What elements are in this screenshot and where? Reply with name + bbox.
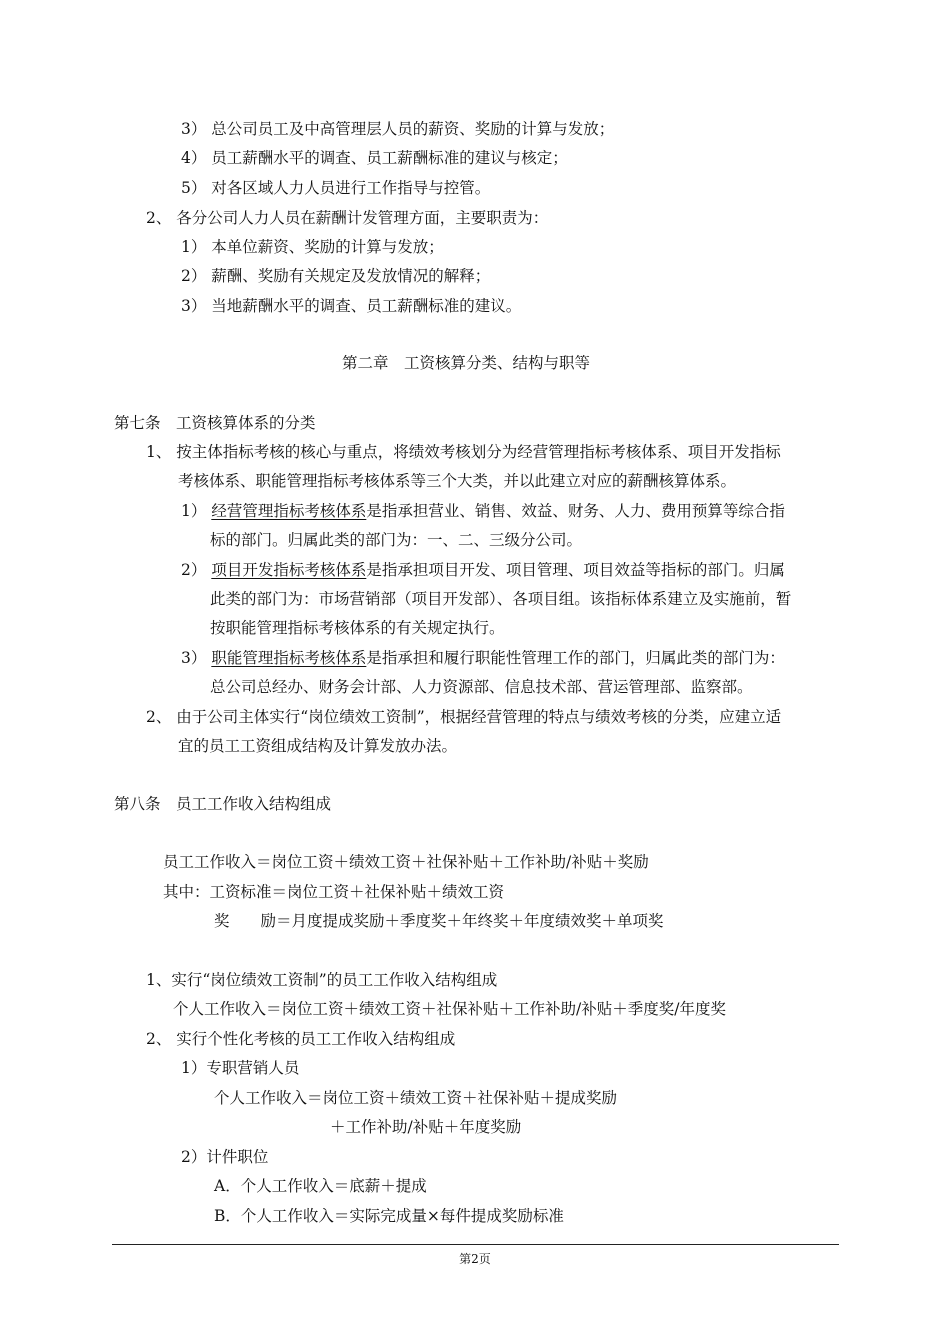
article-7-sub-2 bbox=[181, 560, 785, 580]
sub-number: 2） bbox=[181, 561, 207, 579]
article-7-sub-2-line3: 按职能管理指标考核体系的有关规定执行。 bbox=[210, 619, 505, 637]
item-2-sub-3: 3） 当地薪酬水平的调查、员工薪酬标准的建议。 bbox=[181, 297, 522, 315]
article-8-option-a: A．个人工作收入＝底薪＋提成 bbox=[214, 1177, 427, 1195]
item-2-sub-1: 1） 本单位薪资、奖励的计算与发放； bbox=[181, 238, 444, 256]
article-8-sub-2: 2）计件职位 bbox=[181, 1148, 269, 1166]
bonus-formula bbox=[214, 911, 664, 931]
article-8-sub-1-formula-2: ＋工作补助/补贴＋年度奖励 bbox=[330, 1118, 522, 1136]
article-8-sub-1: 1）专职营销人员 bbox=[181, 1059, 300, 1077]
term-project-system: 项目开发指标考核体系 bbox=[211, 561, 367, 579]
chapter-title: 第二章 工资核算分类、结构与职等 bbox=[342, 354, 591, 372]
head-item-5: 5） 对各区域人力人员进行工作指导与控管。 bbox=[181, 179, 491, 197]
page-number: 第2页 bbox=[459, 1252, 491, 1266]
article-7-sub-3 bbox=[181, 648, 785, 668]
sub-text: 是指承担和履行职能性管理工作的部门，归属此类的部门为： bbox=[366, 649, 785, 667]
bonus-formula-text: ＝月度提成奖励＋季度奖＋年终奖＋年度绩效奖＋单项奖 bbox=[276, 912, 664, 930]
head-item-4: 4） 员工薪酬水平的调查、员工薪酬标准的建议与核定； bbox=[181, 149, 568, 167]
article-7-p2-line1: 2、 由于公司主体实行“岗位绩效工资制”，根据经营管理的特点与绩效考核的分类，应建立适 bbox=[146, 708, 782, 726]
sub-text: 是指承担项目开发、项目管理、项目效益等指标的部门。归属 bbox=[366, 561, 785, 579]
article-7-p1-line2: 考核体系、职能管理指标考核体系等三个大类，并以此建立对应的薪酬核算体系。 bbox=[178, 472, 737, 490]
article-8-title: 第八条 员工工作收入结构组成 bbox=[114, 795, 332, 813]
article-7-sub-3-line2: 总公司总经办、财务会计部、人力资源部、信息技术部、营运管理部、监察部。 bbox=[210, 678, 753, 696]
head-item-3: 3） 总公司员工及中高管理层人员的薪资、奖励的计算与发放； bbox=[181, 120, 615, 138]
article-7-title: 第七条 工资核算体系的分类 bbox=[114, 414, 316, 432]
article-8-item-2: 2、 实行个性化考核的员工工作收入结构组成 bbox=[146, 1030, 456, 1048]
salary-standard-formula: 其中：工资标准＝岗位工资＋社保补贴＋绩效工资 bbox=[163, 883, 505, 901]
item-2-sub-2: 2） 薪酬、奖励有关规定及发放情况的解释； bbox=[181, 267, 491, 285]
article-7-sub-1-line2: 标的部门。归属此类的部门为：一、二、三级分公司。 bbox=[210, 531, 583, 549]
sub-number: 1） bbox=[181, 502, 207, 520]
article-8-item-1-formula: 个人工作收入＝岗位工资＋绩效工资＋社保补贴＋工作补助/补贴＋季度奖/年度奖 bbox=[173, 1000, 726, 1018]
income-formula: 员工工作收入＝岗位工资＋绩效工资＋社保补贴＋工作补助/补贴＋奖励 bbox=[163, 853, 649, 871]
sub-text: 是指承担营业、销售、效益、财务、人力、费用预算等综合指 bbox=[366, 502, 785, 520]
article-7-p1-line1: 1、 按主体指标考核的核心与重点，将绩效考核划分为经营管理指标考核体系、项目开发指标 bbox=[146, 443, 781, 461]
article-8-sub-1-formula-1: 个人工作收入＝岗位工资＋绩效工资＋社保补贴＋提成奖励 bbox=[214, 1089, 618, 1107]
item-2: 2、 各分公司人力人员在薪酬计发管理方面，主要职责为： bbox=[146, 209, 549, 227]
term-operation-system: 经营管理指标考核体系 bbox=[211, 502, 367, 520]
article-8-item-1: 1、实行“岗位绩效工资制”的员工工作收入结构组成 bbox=[146, 971, 498, 989]
bonus-label: 奖 励 bbox=[214, 912, 277, 930]
article-7-sub-2-line2: 此类的部门为：市场营销部（项目开发部）、各项目组。该指标体系建立及实施前，暂 bbox=[210, 590, 792, 608]
article-8-option-b: B．个人工作收入＝实际完成量×每件提成奖励标准 bbox=[214, 1207, 564, 1225]
term-function-system: 职能管理指标考核体系 bbox=[211, 649, 367, 667]
article-7-sub-1 bbox=[181, 501, 785, 521]
article-7-p2-line2: 宜的员工工资组成结构及计算发放办法。 bbox=[178, 737, 458, 755]
sub-number: 3） bbox=[181, 649, 207, 667]
footer-divider bbox=[112, 1244, 839, 1245]
